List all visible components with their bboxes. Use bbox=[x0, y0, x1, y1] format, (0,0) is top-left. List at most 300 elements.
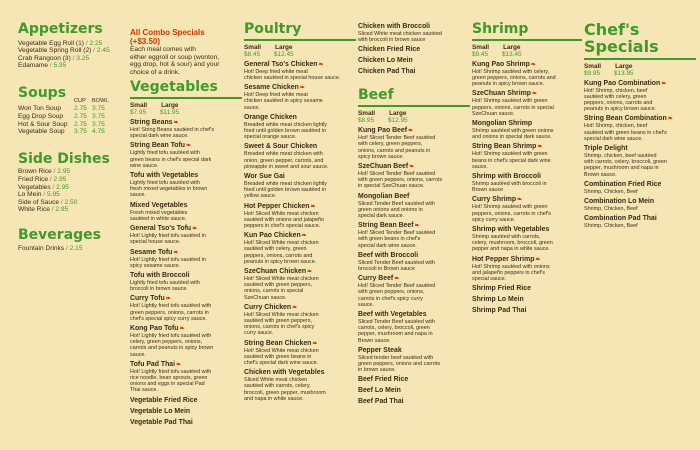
menu-item-name bbox=[472, 296, 582, 304]
vegetables-heading: Vegetables bbox=[130, 79, 218, 96]
menu-item-title: Curry Beef bbox=[358, 275, 394, 283]
menu-item-desc: Lightly fried tofu sautéed with bbox=[130, 279, 200, 286]
menu-item bbox=[244, 268, 356, 301]
menu-item-desc: peanuts in spicy brown sauce. bbox=[472, 81, 545, 88]
menu-item bbox=[472, 226, 582, 253]
combo-title: All Combo Specials bbox=[130, 28, 205, 37]
menu-item bbox=[244, 340, 356, 367]
menu-item bbox=[472, 296, 582, 304]
menu-item-desc: Hot! Lightly fried tofu sautéed with bbox=[130, 332, 212, 339]
menu-item-name bbox=[584, 198, 696, 206]
menu-item-desc: Shrimp, chicken, beef sautéed bbox=[584, 153, 657, 160]
soups-table bbox=[18, 98, 128, 136]
chili-pepper-icon: ❧ bbox=[192, 226, 198, 233]
shrimp-size-prices bbox=[472, 51, 582, 58]
sides-list bbox=[18, 168, 128, 214]
menu-item bbox=[358, 57, 470, 65]
appetizers-heading: Appetizers bbox=[18, 21, 103, 37]
menu-item-title: String Bean Beef bbox=[358, 222, 414, 230]
chili-pepper-icon: ❧ bbox=[173, 120, 179, 127]
menu-item-title: SzeChuan Chicken bbox=[244, 267, 307, 275]
menu-item-desc: and napa in white sauce. bbox=[244, 395, 304, 402]
menu-item-desc: special dark wine sauce. bbox=[584, 135, 643, 142]
large-label: Large bbox=[615, 62, 633, 70]
item-price: 2.95 bbox=[56, 183, 69, 191]
menu-item bbox=[130, 119, 242, 139]
large-label: Large bbox=[389, 110, 407, 118]
menu-item-name bbox=[358, 23, 470, 31]
menu-item-desc: Hot! Deep fried white meat bbox=[244, 68, 308, 75]
beverages-list bbox=[18, 245, 128, 253]
menu-item-desc: onion, green pepper, carrots, and bbox=[244, 157, 324, 164]
shrimp-items bbox=[472, 61, 582, 315]
menu-item bbox=[358, 127, 470, 160]
chili-pepper-icon: ❧ bbox=[667, 116, 673, 123]
menu-item bbox=[130, 249, 242, 269]
menu-item-desc: Sliced Tender Beef sautéed with bbox=[358, 200, 435, 207]
menu-item-desc: Fresh mixed vegetables bbox=[130, 209, 188, 216]
menu-item-desc: with celery, green peppers, bbox=[358, 141, 423, 148]
small-label: Small bbox=[244, 43, 262, 51]
menu-item bbox=[244, 232, 356, 265]
col-basics bbox=[18, 22, 128, 252]
menu-item-desc: chef's special dark wine sauce. bbox=[244, 359, 319, 366]
menu-item bbox=[130, 408, 242, 416]
menu-item-desc: celery, mushroom, broccoli, green bbox=[472, 240, 553, 247]
menu-item-title: Shrimp with Broccoli bbox=[472, 172, 541, 180]
chili-pepper-icon: ❧ bbox=[530, 61, 536, 68]
menu-item-desc: carrots, celery, broccoli, green bbox=[358, 325, 430, 332]
menu-item-title: Beef Pad Thai bbox=[358, 398, 404, 406]
menu-item-title: Vegetable Lo Mein bbox=[130, 407, 191, 415]
menu-item-name bbox=[130, 397, 242, 405]
combo-desc-line: Each meal comes with bbox=[130, 46, 196, 53]
combo-price: (+$3.50) bbox=[130, 37, 161, 46]
list-item bbox=[18, 184, 128, 192]
item-price: 5.95 bbox=[53, 62, 67, 70]
vegetables-size-labels bbox=[130, 102, 242, 109]
menu-item-desc: Sliced tender beef sautéed with bbox=[358, 354, 434, 361]
item-name: Fountain Drinks bbox=[18, 244, 65, 252]
menu-item-desc: Hot! Lightly fried tofu sautéed with bbox=[130, 368, 212, 375]
poultry-rule bbox=[244, 39, 356, 41]
item-price: 3.25 bbox=[76, 54, 90, 62]
menu-item-name bbox=[130, 325, 242, 333]
menu-item-name bbox=[244, 232, 356, 240]
chefs-heading-line2: Specials bbox=[584, 36, 659, 56]
menu-item-name bbox=[358, 57, 470, 65]
menu-item bbox=[130, 325, 242, 358]
menu-item-desc: Hot! Deep fried white meat bbox=[244, 92, 308, 99]
menu-item bbox=[130, 202, 242, 222]
menu-item-title: Wor Sue Gai bbox=[244, 172, 285, 180]
menu-item-desc: Hot! Sliced White meat chicken bbox=[244, 240, 319, 247]
menu-item-desc: green beans in chef's special dark bbox=[130, 156, 212, 163]
menu-item-name bbox=[244, 304, 356, 312]
chili-pepper-icon: ❧ bbox=[165, 296, 171, 303]
chili-pepper-icon: ❧ bbox=[409, 163, 415, 170]
menu-item-title: Curry Shrimp bbox=[472, 196, 517, 204]
small-price: $9.45 bbox=[472, 50, 488, 58]
menu-item bbox=[244, 304, 356, 337]
menu-item-desc: pepper and napa in white sauce. bbox=[472, 246, 550, 253]
menu-item-name bbox=[130, 202, 242, 210]
menu-item bbox=[130, 295, 242, 322]
menu-item bbox=[244, 114, 356, 141]
price-separator: / bbox=[41, 191, 47, 199]
small-label: Small bbox=[130, 102, 148, 110]
item-name: Edamame bbox=[18, 62, 49, 70]
chefs-heading-line1: Chef's bbox=[584, 20, 640, 39]
menu-item-desc: special house sauce. bbox=[130, 239, 181, 246]
col-vegetables bbox=[130, 28, 242, 427]
menu-item bbox=[358, 23, 470, 43]
menu-item-desc: special orange sauce. bbox=[244, 134, 297, 141]
appetizers-list bbox=[18, 40, 128, 70]
menu-item-name bbox=[358, 68, 470, 76]
menu-item-title: Sweet & Sour Chicken bbox=[244, 143, 318, 151]
menu-item-name bbox=[584, 145, 696, 153]
chefs-size-labels bbox=[584, 63, 696, 70]
list-item bbox=[18, 62, 128, 70]
chili-pepper-icon: ❧ bbox=[414, 223, 420, 230]
menu-item-desc: onions, carrots in chef's spicy bbox=[244, 324, 315, 331]
menu-item bbox=[472, 285, 582, 293]
menu-item-desc: Hot! Lightly fried tofu sautéed in bbox=[130, 256, 206, 263]
small-price: $8.95 bbox=[358, 117, 374, 125]
menu-item-name bbox=[358, 376, 470, 384]
menu-item-title: Beef with Broccoli bbox=[358, 251, 419, 259]
chili-pepper-icon: ❧ bbox=[299, 85, 305, 92]
item-name: Fried Rice bbox=[18, 176, 49, 183]
menu-item-desc: Shrimp, Chicken, Beef bbox=[584, 206, 638, 213]
menu-item-title: Kun Pao Chicken bbox=[244, 232, 301, 240]
shrimp-rule bbox=[472, 39, 582, 41]
list-item bbox=[18, 245, 128, 253]
price-separator: / bbox=[48, 176, 54, 183]
menu-item-name bbox=[244, 173, 356, 181]
menu-item-title: Combination Lo Mein bbox=[584, 198, 655, 206]
menu-item-name bbox=[130, 142, 242, 150]
item-name: Crab Rangoon (3) bbox=[18, 54, 71, 62]
menu-item-name bbox=[244, 143, 356, 151]
menu-item-title: Beef Lo Mein bbox=[358, 387, 401, 395]
menu-item-desc: peppers, onions, carrots in chef's bbox=[472, 210, 551, 217]
menu-item-title: Shrimp Lo Mein bbox=[472, 296, 524, 304]
price-separator: / bbox=[70, 54, 77, 62]
menu-item-desc: Hot! Sliced Tender Beef sautéed bbox=[358, 283, 436, 290]
soup-name: Hot & Sour Soup bbox=[18, 120, 68, 128]
menu-item-desc: fried until golden brown sautéed in bbox=[244, 127, 327, 134]
list-item bbox=[18, 176, 128, 184]
menu-item-desc: yellow sauce. bbox=[244, 193, 277, 200]
menu-item-name bbox=[472, 307, 582, 315]
menu-item bbox=[472, 120, 582, 140]
menu-item-desc: sauce. bbox=[472, 163, 488, 170]
menu-item-desc: Sliced Tender Beef sautéed with bbox=[358, 318, 435, 325]
menu-item-name bbox=[584, 115, 696, 123]
menu-item-desc: chicken sautéed in spicy sesame bbox=[244, 98, 323, 105]
menu-item-name bbox=[358, 311, 470, 319]
menu-item-desc: sauce. bbox=[358, 301, 374, 308]
menu-item-title: Orange Chicken bbox=[244, 113, 297, 121]
menu-item bbox=[584, 145, 696, 178]
menu-item-desc: Hot! Sliced White meat chicken bbox=[244, 347, 319, 354]
chili-pepper-icon: ❧ bbox=[179, 325, 185, 332]
item-price: 2.25 bbox=[89, 39, 103, 47]
item-name: Vegetable Egg Roll (1) bbox=[18, 39, 84, 47]
menu-item-desc: sauce. bbox=[244, 104, 260, 111]
item-price: 2.95 bbox=[55, 206, 69, 214]
menu-item-desc: special dark wine sauce. bbox=[130, 133, 189, 140]
menu-item-desc: Hot! Lightly fried tofu sautéed in bbox=[130, 233, 206, 240]
beef-items bbox=[358, 127, 470, 406]
menu-item-name bbox=[244, 114, 356, 122]
menu-item-desc: Breaded white meat chicken with bbox=[244, 151, 323, 158]
menu-item-desc: with broccoli in brown sauce bbox=[358, 37, 426, 44]
menu-item-desc: curry sauce. bbox=[244, 330, 274, 337]
menu-item-title: Mongolian Shrimp bbox=[472, 119, 533, 127]
menu-item-desc: Lightly fried tofu sautéed with bbox=[130, 150, 200, 157]
menu-item-desc: sauce. bbox=[130, 192, 146, 199]
price-separator: / bbox=[64, 244, 70, 252]
menu-item-desc: peanuts in spicy brown sauce. bbox=[584, 106, 657, 113]
chili-pepper-icon: ❧ bbox=[408, 128, 414, 135]
large-price: $12.45 bbox=[274, 50, 294, 58]
menu-item-name bbox=[472, 256, 582, 264]
menu-item-desc: peanuts in spicy brown sauce. bbox=[244, 258, 317, 265]
combo-desc-line: either eggroll or soup (wonton, bbox=[130, 53, 220, 61]
menu-item-title: Mixed Vegetables bbox=[130, 201, 188, 209]
combo-desc-line: choice of a drink. bbox=[130, 68, 180, 76]
menu-item bbox=[358, 222, 470, 249]
large-price: $12.95 bbox=[388, 117, 408, 125]
menu-item-desc: Shrimp, Chicken, Beef bbox=[584, 223, 638, 230]
menu-item-desc: fresh mixed vegetables in brown bbox=[130, 186, 208, 193]
chili-pepper-icon: ❧ bbox=[186, 143, 192, 150]
menu-item-title: Tofu with Broccoli bbox=[130, 271, 190, 279]
item-price: 2.95 bbox=[53, 176, 67, 183]
soup-cup-price: 2.75 bbox=[74, 112, 87, 120]
menu-item bbox=[472, 173, 582, 193]
chili-pepper-icon: ❧ bbox=[312, 340, 318, 347]
menu-item-title: Vegetable Fried Rice bbox=[130, 396, 198, 404]
small-price: $8.45 bbox=[244, 50, 260, 58]
beef-size-labels bbox=[358, 110, 470, 117]
menu-item-desc: and jalapeño peppers in chef's bbox=[472, 269, 545, 276]
menu-item-name bbox=[130, 249, 242, 257]
small-price: $9.95 bbox=[584, 69, 600, 77]
menu-item-name bbox=[244, 369, 356, 377]
menu-item-desc: wine sauce. bbox=[130, 162, 159, 169]
menu-item-name bbox=[358, 163, 470, 171]
soup-bowl-price: 4.75 bbox=[92, 128, 105, 136]
menu-item-name bbox=[584, 181, 696, 189]
small-label: Small bbox=[584, 62, 602, 70]
large-label: Large bbox=[161, 102, 179, 110]
menu-item-name bbox=[130, 172, 242, 180]
list-item bbox=[18, 191, 128, 199]
menu-item-title: Tofu with Vegetables bbox=[130, 172, 199, 180]
item-name: Lo Mein bbox=[18, 191, 42, 199]
menu-item-title: String Bean Chicken bbox=[244, 339, 312, 347]
menu-item-desc: green peppers, onions, carrots in bbox=[130, 309, 209, 316]
menu-item-name bbox=[472, 196, 582, 204]
menu-item-title: SzeChuan Shrimp bbox=[472, 90, 531, 98]
menu-item bbox=[358, 46, 470, 54]
large-label: Large bbox=[503, 43, 521, 51]
menu-item-desc: carrots in chef's spicy curry bbox=[358, 295, 423, 302]
soup-cup-price: 2.75 bbox=[74, 120, 87, 128]
menu-item-desc: spicy brown sauce. bbox=[358, 153, 404, 160]
price-separator: / bbox=[50, 183, 57, 191]
menu-item-desc: in brown sauce. bbox=[358, 367, 396, 374]
list-item bbox=[18, 40, 128, 48]
vegetables-size-prices bbox=[130, 109, 242, 116]
soups-heading: Soups bbox=[18, 85, 67, 102]
menu-item-name bbox=[358, 275, 470, 283]
menu-item-desc: broccoli in Brown sauce bbox=[358, 265, 415, 272]
list-item bbox=[18, 199, 128, 207]
menu-item-title: Kung Pao Beef bbox=[358, 127, 408, 135]
menu-item-desc: fried until golden brown sautéed in bbox=[244, 187, 327, 194]
menu-item-desc: pepper, mushroom and napa in bbox=[358, 331, 433, 338]
menu-item-name bbox=[130, 119, 242, 127]
cup-label: CUP bbox=[74, 97, 86, 104]
menu-item-title: Beef Fried Rice bbox=[358, 376, 409, 384]
menu-item bbox=[358, 252, 470, 272]
menu-item bbox=[130, 361, 242, 394]
menu-item-desc: broccoli, green pepper, mushroom bbox=[244, 389, 326, 396]
menu-item-desc: green peppers, onions, carrots and bbox=[472, 74, 556, 81]
item-price: 2.15 bbox=[69, 244, 83, 252]
soup-name: Won Ton Soup bbox=[18, 105, 62, 113]
poultry-size-labels bbox=[244, 44, 356, 51]
menu-item-desc: Hot! Shrimp, chicken, beef bbox=[584, 87, 648, 94]
beef-heading: Beef bbox=[358, 87, 394, 104]
menu-item-name bbox=[472, 120, 582, 128]
menu-item-desc: sautéed with green beans in bbox=[244, 353, 312, 360]
menu-item-title: Beef with Vegetables bbox=[358, 310, 427, 318]
menu-item bbox=[358, 347, 470, 374]
menu-item bbox=[472, 90, 582, 117]
menu-item bbox=[244, 143, 356, 170]
menu-item-title: Sesame Chicken bbox=[244, 84, 299, 92]
col-poultry bbox=[244, 22, 356, 402]
item-price: 5.95 bbox=[46, 191, 60, 199]
menu-item-desc: with green peppers, onions, bbox=[358, 289, 425, 296]
chicken-continued-items bbox=[358, 23, 470, 76]
menu-item bbox=[244, 369, 356, 402]
menu-item bbox=[358, 376, 470, 384]
menu-item-title: Chicken Pad Thai bbox=[358, 68, 416, 76]
menu-item-desc: pepper, mushroom and napa in bbox=[584, 165, 659, 172]
menu-item-desc: sautéed with green peppers, bbox=[244, 282, 313, 289]
chili-pepper-icon: ❧ bbox=[307, 268, 313, 275]
menu-item-title: Curry Chicken bbox=[244, 303, 292, 311]
menu-item-desc: Shrimp sautéed with broccoli in bbox=[472, 180, 547, 187]
menu-item bbox=[472, 61, 582, 88]
menu-item-desc: special sauce. bbox=[472, 275, 507, 282]
small-label: Small bbox=[472, 43, 490, 51]
menu-item bbox=[130, 225, 242, 245]
menu-item bbox=[244, 61, 356, 81]
item-name: Brown Rice bbox=[18, 168, 52, 176]
large-label: Large bbox=[275, 43, 293, 51]
chili-pepper-icon: ❧ bbox=[394, 276, 400, 283]
menu-item-name bbox=[130, 419, 242, 427]
menu-item-desc: spicy sesame sauce. bbox=[130, 262, 181, 269]
menu-item bbox=[584, 80, 696, 113]
menu-item-desc: onions, carrots and peanuts in bbox=[358, 147, 431, 154]
soup-bowl-price: 3.75 bbox=[92, 112, 105, 120]
chili-pepper-icon: ❧ bbox=[535, 256, 541, 263]
list-item bbox=[18, 55, 128, 63]
menu-item-title: String Bean Tofu bbox=[130, 142, 185, 150]
price-separator: / bbox=[91, 47, 97, 55]
menu-item bbox=[358, 398, 470, 406]
menu-item-desc: Hot! Shrimp sautéed with celery, bbox=[472, 68, 550, 75]
beverages-heading: Beverages bbox=[18, 226, 101, 243]
menu-item-desc: Brown sauce bbox=[472, 187, 504, 194]
menu-item-title: Chicken Lo Mein bbox=[358, 57, 413, 65]
menu-item-desc: sauce. bbox=[130, 351, 146, 358]
menu-item-name bbox=[130, 225, 242, 233]
menu-item bbox=[130, 272, 242, 292]
menu-item-name bbox=[358, 127, 470, 135]
poultry-heading: Poultry bbox=[244, 21, 302, 37]
menu-item-desc: in special SzeChuan sauce. bbox=[358, 183, 425, 190]
menu-item bbox=[358, 193, 470, 220]
menu-item bbox=[584, 115, 696, 142]
menu-item-title: SzeChuan Beef bbox=[358, 162, 409, 170]
price-separator: / bbox=[49, 206, 56, 214]
menu-item-title: General Tso's Chicken bbox=[244, 60, 318, 68]
item-name: Vegetable Spring Roll (2) bbox=[18, 47, 92, 55]
menu-item bbox=[472, 256, 582, 283]
menu-item-title: Kong Pao Tofu bbox=[130, 324, 179, 332]
shrimp-heading: Shrimp bbox=[472, 21, 529, 37]
vegetables-items bbox=[130, 119, 242, 426]
menu-item-desc: sautéed with celery, green bbox=[584, 93, 647, 100]
menu-item bbox=[472, 196, 582, 223]
menu-item-title: String Bean Combination bbox=[584, 115, 667, 123]
menu-item-desc: onions, carrots in special bbox=[244, 288, 304, 295]
menu-item-desc: onions and eggs in special Pad bbox=[130, 381, 205, 388]
chefs-size-prices bbox=[584, 70, 696, 77]
menu-item-name bbox=[472, 61, 582, 69]
menu-item-name bbox=[244, 84, 356, 92]
menu-item-name bbox=[472, 285, 582, 293]
menu-item-desc: rice noodle, bean sprouts, green bbox=[130, 374, 208, 381]
large-price: $11.95 bbox=[160, 109, 180, 117]
vegetables-rule bbox=[130, 97, 242, 99]
menu-item-desc: green onions and onions in bbox=[358, 206, 423, 213]
menu-item-desc: special dark wine sauce. bbox=[358, 242, 417, 249]
large-price: $13.45 bbox=[502, 50, 522, 58]
menu-item-desc: beans in chef's special dark wine bbox=[472, 157, 551, 164]
menu-item-name bbox=[358, 46, 470, 54]
list-item bbox=[18, 168, 128, 176]
menu-item-title: Chicken with Vegetables bbox=[244, 369, 325, 377]
menu-item bbox=[358, 311, 470, 344]
chili-pepper-icon: ❧ bbox=[176, 361, 182, 368]
chefs-items bbox=[584, 80, 696, 230]
item-name: White Rice bbox=[18, 206, 50, 214]
small-label: Small bbox=[358, 110, 376, 118]
menu-item bbox=[244, 203, 356, 230]
menu-item-title: Curry Tofu bbox=[130, 295, 165, 303]
